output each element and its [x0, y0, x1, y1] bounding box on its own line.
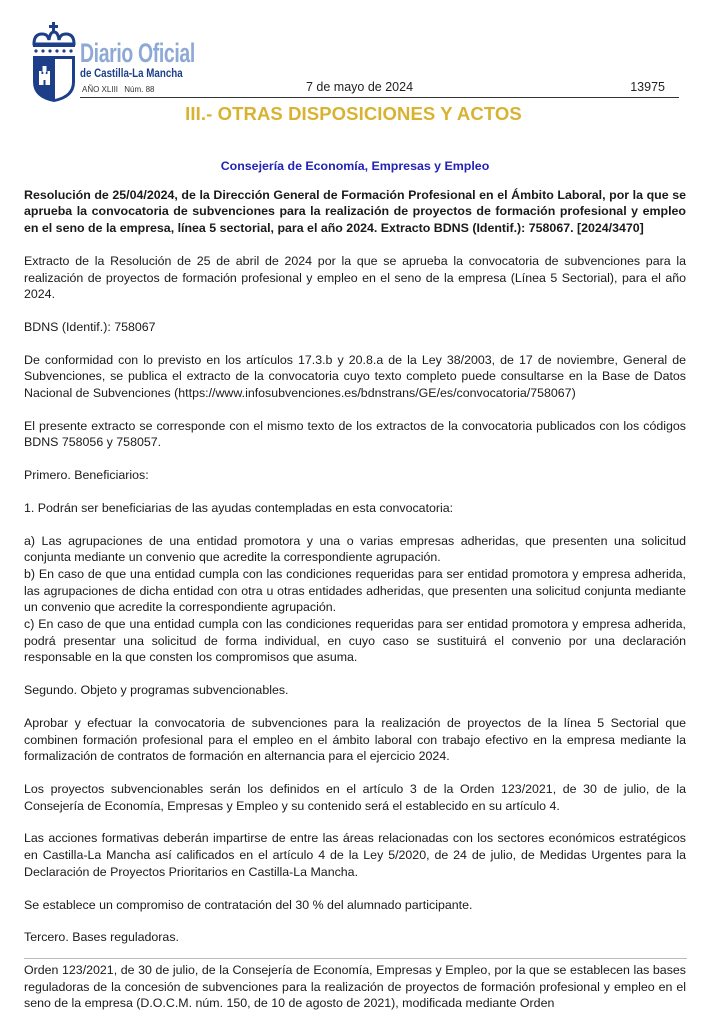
year-label: AÑO XLIII	[82, 85, 119, 94]
list-item: b) En caso de que una entidad cumpla con las condiciones requeridas para ser entidad promotora y empresa adherida, las agrupaciones de dicha entidad con otra u otras entidades adheridas, que presenten una solicitud conjunta mediante un convenio que acredite la correspondiente agrupación.	[24, 566, 686, 615]
resolution-title: Resolución de 25/04/2024, de la Dirección General de Formación Profesional en el Ámbito Laboral, por la que se aprueba la convocatoria de subvenciones para la realización de proyectos de formación profesional y empleo en el seno de la empresa, línea 5 sectorial, para el año 2024. Extracto BDNS (Identif.): 758067. [2024/3470]	[24, 187, 686, 236]
document-body	[24, 158, 686, 1028]
paragraph: Orden 123/2021, de 30 de julio, de la Consejería de Economía, Empresas y Empleo, por la que se establecen las bases reguladoras de la concesión de subvenciones para la realización de proyectos de formación profesional y empleo en el seno de la empresa (D.O.C.M. núm. 150, de 10 de agosto de 2021), modificada mediante Orden	[24, 962, 686, 1011]
paragraph: 1. Podrán ser beneficiarias de las ayudas contempladas en esta convocatoria:	[24, 500, 454, 515]
publication-date: 7 de mayo de 2024	[306, 80, 414, 94]
header-divider	[80, 97, 679, 98]
paragraph: Aprobar y efectuar la convocatoria de subvenciones para la realización de proyectos de la línea 5 Sectorial que combinen formación profesional para el empleo en el ámbito laboral con trabajo efectivo en la empresa mediante la formalización de contratos de formación en alternancia para el ejercicio 2024.	[24, 715, 686, 764]
masthead-subtitle: de Castilla-La Mancha	[80, 68, 183, 80]
page-bottom-divider	[24, 958, 687, 959]
paragraph: Se establece un compromiso de contratación del 30 % del alumnado participante.	[24, 897, 473, 912]
paragraph: Los proyectos subvencionables serán los definidos en el artículo 3 de la Orden 123/2021, de 30 de julio, de la Consejería de Economía, Empresas y Empleo y su contenido será el establecido en su artículo 4.	[24, 781, 686, 813]
section-heading-tercero: Tercero. Bases reguladoras.	[24, 930, 179, 945]
paragraph: BDNS (Identif.): 758067	[24, 319, 156, 334]
page-number: 13975	[630, 80, 665, 94]
masthead-title: Diario Oficial	[80, 38, 195, 68]
castilla-la-mancha-coat-of-arms-icon	[30, 22, 78, 102]
issue-number: Núm. 88	[124, 85, 155, 94]
list-item: a) Las agrupaciones de una entidad promotora y una o varias empresas adheridas, que presenten una solicitud conjunta mediante un convenio que acredite la correspondiente agrupación.	[24, 533, 686, 565]
list-item: c) En caso de que una entidad cumpla con las condiciones requeridas para ser entidad promotora y empresa adherida, podrá presentar una solicitud de forma individual, en cuyo caso se sustituirá el convenio por una declaración responsable en la que consten los compromisos que asuma.	[24, 617, 686, 665]
paragraph: Las acciones formativas deberán impartirse de entre las áreas relacionadas con los sectores económicos estratégicos en Castilla-La Mancha así calificados en el artículo 4 de la Ley 5/2020, de 24 de julio, de Medidas Urgentes para la Declaración de Proyectos Prioritarios en Castilla-La Mancha.	[24, 831, 686, 879]
paragraph: Extracto de la Resolución de 25 de abril de 2024 por la que se aprueba la convocatoria de subvenciones para la realización de proyectos de formación profesional y empleo en el seno de la empresa (Línea 5 Sectorial), para el año 2024.	[24, 253, 686, 302]
section-heading-primero: Primero. Beneficiarios:	[24, 468, 149, 483]
issue-info	[82, 85, 154, 94]
masthead	[80, 40, 240, 81]
paragraph: De conformidad con lo previsto en los artículos 17.3.b y 20.8.a de la Ley 38/2003, de 17 de noviembre, General de Subvenciones, se publica el extracto de la convocatoria cuyo texto completo puede consultarse en la Base de Datos Nacional de Subvenciones (https://www.infosubvenciones.es/bdnstrans/GE/es/convocatoria/758067)	[24, 352, 686, 401]
section-heading-segundo: Segundo. Objeto y programas subvencionables.	[24, 683, 289, 698]
department-heading: Consejería de Economía, Empresas y Empleo	[220, 159, 490, 173]
paragraph: El presente extracto se corresponde con el mismo texto de los extractos de la convocatoria publicados con los códigos BDNS 758056 y 758057.	[24, 418, 686, 450]
section-title: III.- OTRAS DISPOSICIONES Y ACTOS	[185, 103, 522, 124]
